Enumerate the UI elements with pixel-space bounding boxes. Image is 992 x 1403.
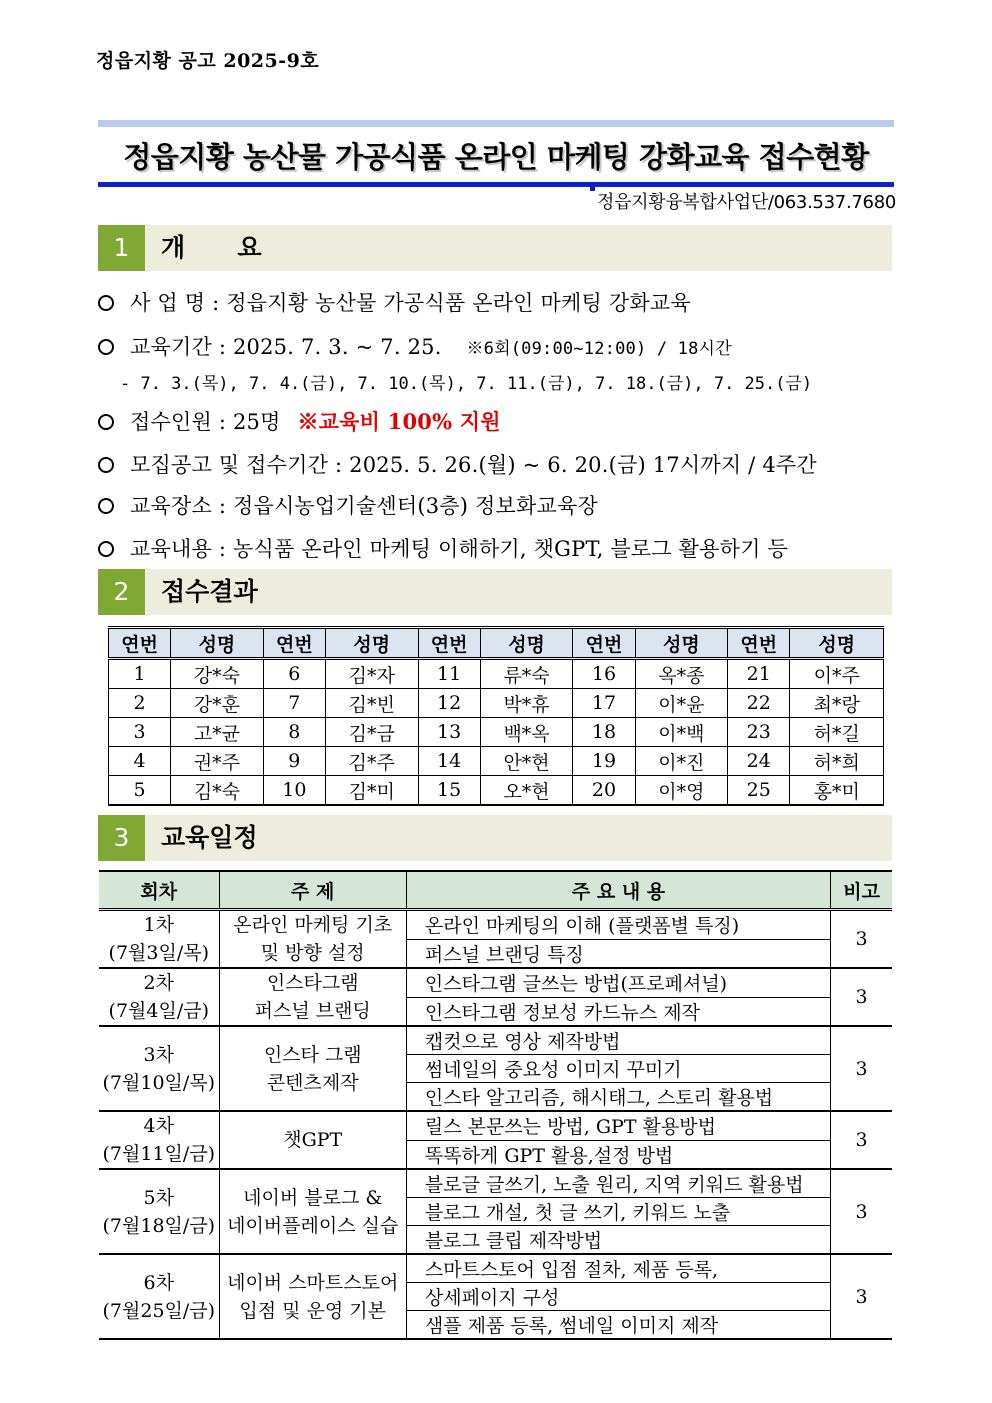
circle-bullet-icon [98,457,114,473]
serial-number-cell: 8 [263,718,325,747]
column-header: 연번 [728,628,790,659]
section-number: 1 [98,225,145,271]
table-header-row [109,628,884,659]
column-header: 성명 [790,628,884,659]
round-date: (7월25일/금) [102,1299,216,1322]
round-label: 6차 [143,1271,174,1294]
serial-number-cell: 9 [263,747,325,776]
name-cell: 강*숙 [171,659,264,689]
topic-cell [219,1111,406,1169]
note-cell: 3 [831,1111,892,1169]
note-cell: 3 [831,1026,892,1111]
title-top-bar [98,120,894,127]
round-label: 1차 [143,914,174,936]
column-header: 연번 [263,628,325,659]
serial-number-cell: 6 [263,659,325,689]
serial-number-cell: 14 [418,747,480,776]
round-label: 4차 [143,1115,174,1137]
table-row [109,659,884,689]
name-cell: 박*휴 [480,689,573,718]
overview-place [98,490,598,520]
circle-bullet-icon [98,339,114,355]
overview-text: 교육기간 : 2025. 7. 3. ~ 7. 25. [130,335,442,359]
content-cell: 캡컷으로 영상 제작방법 [406,1026,830,1055]
serial-number-cell: 7 [263,689,325,718]
round-date: (7월10일/목) [102,1071,216,1094]
document-number: 정읍지황 공고 2025-9호 [96,50,320,72]
serial-number-cell: 5 [109,776,171,806]
column-header: 회차 [99,871,219,910]
schedule-table [99,870,892,1340]
name-cell: 이*백 [635,718,728,747]
overview-recruit [98,449,817,479]
circle-bullet-icon [98,541,114,557]
round-label: 5차 [143,1186,174,1209]
topic-line: 콘텐츠제작 [266,1071,359,1094]
table-header-row [99,871,892,910]
name-cell: 오*현 [480,776,573,806]
name-cell: 김*미 [325,776,418,806]
topic-line: 퍼스널 브랜딩 [254,1000,371,1022]
name-cell: 허*길 [790,718,884,747]
content-cell: 블로그 클립 제작방법 [406,1226,830,1255]
support-note: ※교육비 100% 지원 [297,409,501,434]
overview-text: 사 업 명 : 정읍지황 농산물 가공식품 온라인 마케팅 강화교육 [130,291,691,315]
schedule-row [99,910,892,940]
page-title: 정읍지황 농산물 가공식품 온라인 마케팅 강화교육 접수현황 [123,140,869,174]
schedule-row [99,968,892,997]
schedule-row [99,1169,892,1198]
name-cell: 홍*미 [790,776,884,806]
section-title: 개 요 [161,233,262,262]
name-cell: 백*옥 [480,718,573,747]
topic-line: 온라인 마케팅 기초 [233,914,393,936]
content-cell: 똑똑하게 GPT 활용,설정 방법 [406,1140,830,1169]
registration-table [108,626,884,806]
circle-bullet-icon [98,414,114,430]
serial-number-cell: 12 [418,689,480,718]
topic-line: 인스타 그램 [263,1043,362,1066]
table-row [109,718,884,747]
overview-period-dates: - 7. 3.(목), 7. 4.(금), 7. 10.(목), 7. 11.(금), 7. 18.(금), 7. 25.(금) [120,374,813,394]
round-cell [99,1169,219,1254]
organization-contact: 정읍지황융복합사업단/063.537.7680 [596,192,896,213]
circle-bullet-icon [98,498,114,514]
content-cell: 인스타그램 글쓰는 방법(프로페셔널) [406,968,830,997]
serial-number-cell: 15 [418,776,480,806]
note-cell: 3 [831,968,892,1026]
content-cell: 스마트스토어 입점 절차, 제품 등록, [406,1254,830,1283]
content-cell: 인스타그램 정보성 카드뉴스 제작 [406,997,830,1026]
overview-period [98,331,732,361]
round-cell [99,910,219,969]
topic-line: 및 방향 설정 [260,942,365,964]
column-header: 주 제 [219,871,406,910]
section-title: 접수결과 [161,577,258,606]
name-cell: 고*균 [171,718,264,747]
content-cell: 인스타 알고리즘, 해시태그, 스토리 활용법 [406,1083,830,1112]
name-cell: 김*주 [325,747,418,776]
round-cell [99,1026,219,1111]
section-title: 교육일정 [161,823,258,852]
name-cell: 이*진 [635,747,728,776]
topic-cell [219,1254,406,1339]
name-cell: 안*현 [480,747,573,776]
name-cell: 이*영 [635,776,728,806]
schedule-row [99,1254,892,1283]
serial-number-cell: 19 [573,747,635,776]
table-row [109,747,884,776]
name-cell: 최*랑 [790,689,884,718]
section-number: 2 [98,569,145,615]
serial-number-cell: 25 [728,776,790,806]
name-cell: 허*희 [790,747,884,776]
column-header: 성명 [325,628,418,659]
section-header-schedule [98,815,892,861]
title-marker [590,186,595,191]
round-cell [99,968,219,1026]
topic-line: 네이버플레이스 실습 [227,1214,399,1237]
section-number: 3 [98,815,145,861]
content-cell: 퍼스널 브랜딩 특징 [406,939,830,968]
overview-text: 교육내용 : 농식품 온라인 마케팅 이해하기, 챗GPT, 블로그 활용하기 등 [130,537,788,561]
name-cell: 강*훈 [171,689,264,718]
column-header: 비고 [831,871,892,910]
serial-number-cell: 1 [109,659,171,689]
overview-content [98,533,788,563]
serial-number-cell: 13 [418,718,480,747]
round-date: (7월4일/금) [108,1000,210,1022]
note-cell: 3 [831,1254,892,1339]
overview-text: 모집공고 및 접수기간 : 2025. 5. 26.(월) ~ 6. 20.(금) 17시까지 / 4주간 [130,453,817,477]
content-cell: 썸네일의 중요성 이미지 꾸미기 [406,1055,830,1083]
section-header-overview [98,225,892,271]
topic-cell [219,1169,406,1254]
topic-line: 인스타그램 [266,972,359,994]
name-cell: 옥*종 [635,659,728,689]
serial-number-cell: 3 [109,718,171,747]
round-label: 3차 [143,1043,174,1066]
section-header-registration [98,569,892,615]
name-cell: 류*숙 [480,659,573,689]
overview-text: 접수인원 : 25명 [130,410,281,434]
name-cell: 이*주 [790,659,884,689]
content-cell: 상세페이지 구성 [406,1283,830,1311]
round-cell [99,1254,219,1339]
note-cell: 3 [831,1169,892,1254]
topic-line: 네이버 스마트스토어 [227,1271,399,1294]
content-cell: 블로글 글쓰기, 노출 원리, 지역 키워드 활용법 [406,1169,830,1198]
round-date: (7월18일/금) [102,1214,216,1237]
name-cell: 김*빈 [325,689,418,718]
table-row [109,689,884,718]
topic-line: 입점 및 운영 기본 [239,1299,387,1322]
topic-cell [219,968,406,1026]
name-cell: 이*윤 [635,689,728,718]
serial-number-cell: 20 [573,776,635,806]
serial-number-cell: 18 [573,718,635,747]
name-cell: 권*주 [171,747,264,776]
round-label: 2차 [143,972,174,994]
title-bottom-bar [98,182,894,187]
column-header: 성명 [635,628,728,659]
round-date: (7월3일/목) [108,942,210,964]
serial-number-cell: 11 [418,659,480,689]
serial-number-cell: 23 [728,718,790,747]
schedule-row [99,1111,892,1140]
column-header: 연번 [109,628,171,659]
topic-line: 네이버 블로그 & [243,1186,383,1209]
topic-cell [219,1026,406,1111]
title-banner [98,120,894,187]
serial-number-cell: 24 [728,747,790,776]
column-header: 연번 [418,628,480,659]
content-cell: 릴스 본문쓰는 방법, GPT 활용방법 [406,1111,830,1140]
column-header: 연번 [573,628,635,659]
name-cell: 김*숙 [171,776,264,806]
table-row [109,776,884,806]
serial-number-cell: 16 [573,659,635,689]
serial-number-cell: 4 [109,747,171,776]
overview-count [98,406,501,436]
content-cell: 온라인 마케팅의 이해 (플랫폼별 특징) [406,910,830,940]
topic-line: 챗GPT [283,1129,343,1151]
serial-number-cell: 2 [109,689,171,718]
column-header: 성명 [171,628,264,659]
round-date: (7월11일/금) [102,1143,216,1165]
serial-number-cell: 10 [263,776,325,806]
content-cell: 샘플 제품 등록, 썸네일 이미지 제작 [406,1311,830,1340]
name-cell: 김*자 [325,659,418,689]
schedule-row [99,1026,892,1055]
column-header: 성명 [480,628,573,659]
round-cell [99,1111,219,1169]
content-cell: 블로그 개설, 첫 글 쓰기, 키워드 노출 [406,1198,830,1226]
overview-text: 교육장소 : 정읍시농업기술센터(3층) 정보화교육장 [130,494,598,518]
column-header: 주 요 내 용 [406,871,830,910]
period-note: ※6회(09:00~12:00) / 18시간 [466,339,732,359]
serial-number-cell: 21 [728,659,790,689]
overview-project-name [98,287,691,317]
circle-bullet-icon [98,295,114,311]
topic-cell [219,910,406,969]
note-cell: 3 [831,910,892,969]
serial-number-cell: 22 [728,689,790,718]
serial-number-cell: 17 [573,689,635,718]
name-cell: 김*금 [325,718,418,747]
